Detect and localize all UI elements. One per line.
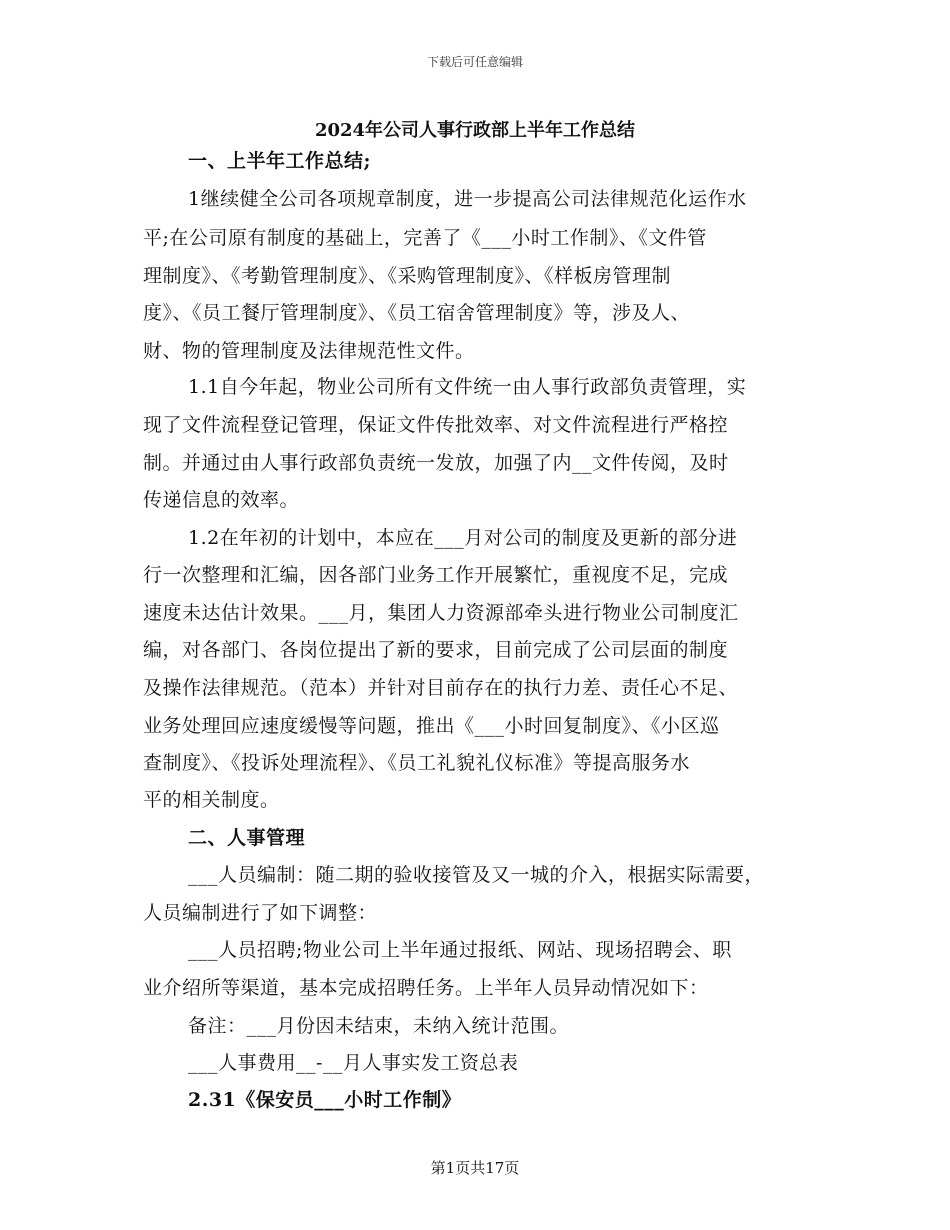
paragraph-line: 传递信息的效率。 [143,489,300,511]
paragraph-line: ___人员编制：随二期的验收接管及又一城的介入，根据实际需要， [188,864,765,886]
paragraph-line: 1继续健全公司各项规章制度，进一步提高公司法律规范化运作水 [188,188,747,210]
section-heading-2: 二、人事管理 [188,827,306,849]
paragraph-line: 1.2在年初的计划中，本应在___月对公司的制度及更新的部分进 [188,527,738,549]
paragraph-line: 及操作法律规范。（范本）并针对目前存在的执行力差、责任心不足、 [143,677,739,699]
paragraph-line: 编，对各部门、各岗位提出了新的要求，目前完成了公司层面的制度 [143,639,729,661]
paragraph-line: 度》、《员工餐厅管理制度》、《员工宿舍管理制度》等，涉及人、 [143,302,691,324]
paragraph-line: 理制度》、《考勤管理制度》、《采购管理制度》、《样板房管理制 [143,265,672,287]
paragraph-line: 1.1自今年起，物业公司所有文件统一由人事行政部负责管理，实 [188,376,747,398]
header-note: 下载后可任意编辑 [426,55,523,69]
paragraph-line: 平的相关制度。 [143,789,280,811]
section-heading-1: 一、上半年工作总结; [188,150,372,172]
paragraph-line: 速度未达估计效果。___月，集团人力资源部牵头进行物业公司制度汇 [143,602,739,624]
page-number: 第1页共17页 [430,1159,520,1177]
paragraph-line: ___人事费用__-__月人事实发工资总表 [188,1052,519,1074]
paragraph-line: 备注：___月份因未结束，未纳入统计范围。 [188,1015,570,1037]
paragraph-line: 人员编制进行了如下调整： [143,902,378,924]
paragraph-line: 查制度》、《投诉处理流程》、《员工礼貌礼仪标准》等提高服务水 [143,752,691,774]
paragraph-line: 业务处理回应速度缓慢等问题，推出《___小时回复制度》、《小区巡 [143,715,720,737]
paragraph-line: ___人员招聘;物业公司上半年通过报纸、网站、现场招聘会、职 [188,939,732,961]
paragraph-line: 财、物的管理制度及法律规范性文件。 [143,340,475,362]
paragraph-line: 制。并通过由人事行政部负责统一发放，加强了内__文件传阅，及时 [143,452,729,474]
paragraph-line: 行一次整理和汇编，因各部门业务工作开展繁忙，重视度不足，完成 [143,564,729,586]
paragraph-line: 业介绍所等渠道，基本完成招聘任务。上半年人员异动情况如下： [143,977,709,999]
subsection-heading: 2.31《保安员___小时工作制》 [188,1089,462,1111]
document-title: 2024年公司人事行政部上半年工作总结 [314,120,636,141]
paragraph-line: 平;在公司原有制度的基础上，完善了《___小时工作制》、《文件管 [143,227,707,249]
paragraph-line: 现了文件流程登记管理，保证文件传批效率、对文件流程进行严格控 [143,414,729,436]
